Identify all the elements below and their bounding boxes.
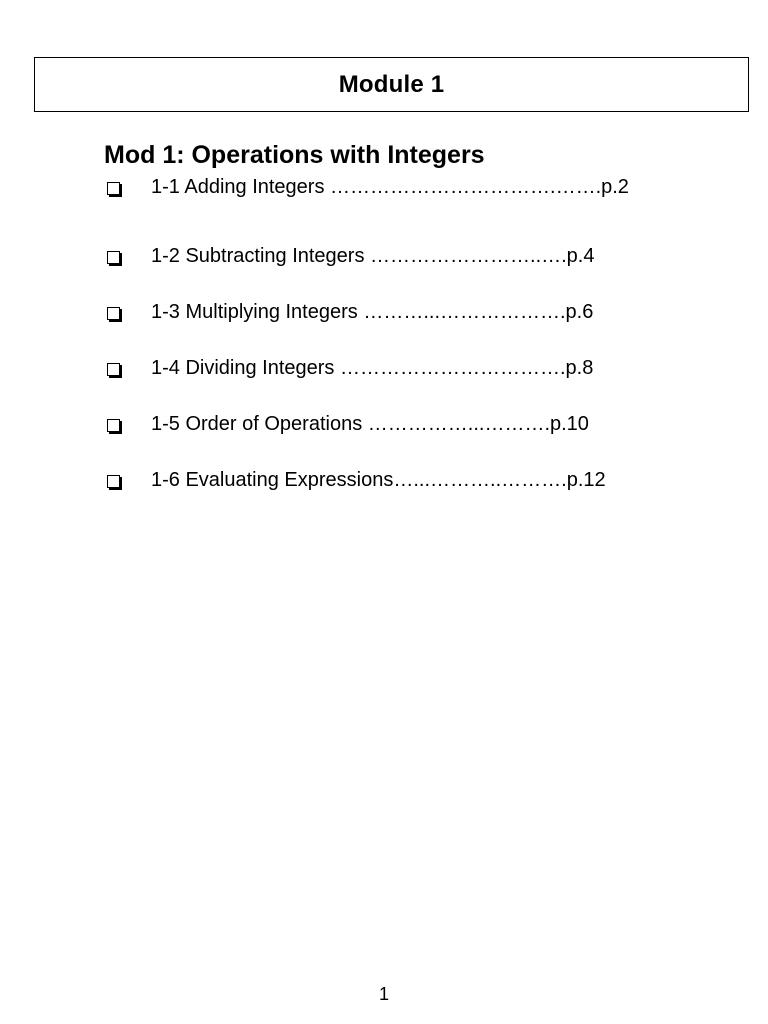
toc-item — [104, 228, 704, 284]
checkbox-icon[interactable] — [107, 363, 120, 376]
section-title: Mod 1: Operations with Integers — [104, 141, 485, 169]
checkbox-icon[interactable] — [107, 475, 120, 488]
table-of-contents — [104, 138, 704, 508]
toc-item — [104, 396, 704, 452]
checkbox-icon[interactable] — [107, 307, 120, 320]
toc-item — [104, 172, 704, 202]
toc-item-text: 1-5 Order of Operations ……………...……….p.10 — [151, 412, 589, 435]
toc-item-text: 1-4 Dividing Integers …………………………….p.8 — [151, 356, 594, 379]
checkbox-icon[interactable] — [107, 182, 120, 195]
toc-item — [104, 284, 704, 340]
toc-list — [104, 172, 704, 508]
toc-item-text: 1-3 Multiplying Integers ………...……………….p.6 — [151, 300, 594, 323]
module-title: Module 1 — [338, 70, 445, 98]
module-header-box — [34, 57, 749, 112]
checkbox-icon[interactable] — [107, 251, 120, 264]
toc-item-text: 1-2 Subtracting Integers ……………………..….p.4 — [151, 244, 595, 267]
toc-item — [104, 452, 704, 508]
toc-item-text: 1-6 Evaluating Expressions…...………..……….p.12 — [151, 468, 606, 491]
toc-item — [104, 340, 704, 396]
page-number: 1 — [378, 984, 389, 1004]
checkbox-icon[interactable] — [107, 419, 120, 432]
toc-item-text: 1-1 Adding Integers …………………………….…….p.2 — [151, 175, 629, 198]
